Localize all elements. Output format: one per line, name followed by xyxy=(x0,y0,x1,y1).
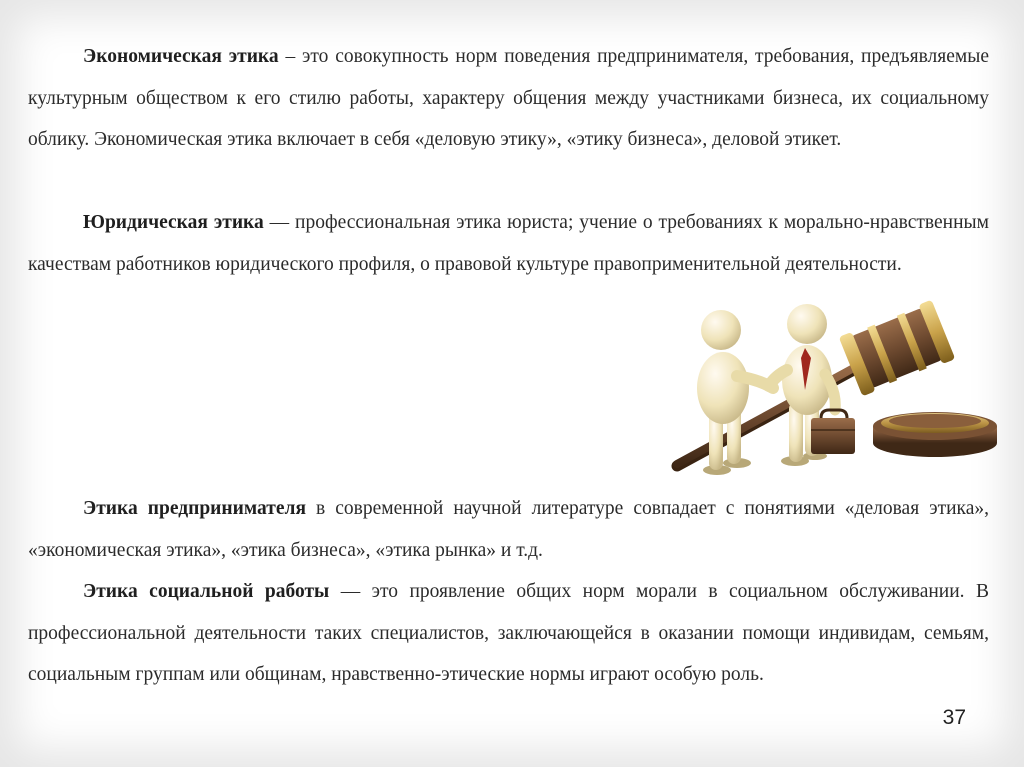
definition-economic-ethics: – это совокупность норм поведения предпринимателя, требования, предъявляемые культурным обществом к его стилю работы, характеру общения между участниками бизнеса, их социальному облику. Экономическая этика включает в себя «деловую этику», «этику бизнеса», деловой этикет. xyxy=(28,46,989,150)
handshake-gavel-illustration xyxy=(665,278,1000,478)
page-number: 37 xyxy=(942,706,966,729)
term-entrepreneur-ethics: Этика предпринимателя xyxy=(83,498,306,519)
paragraph-economic-ethics xyxy=(28,36,989,161)
term-social-work-ethics: Этика социальной работы xyxy=(83,581,330,602)
paragraph-entrepreneur-ethics xyxy=(28,488,989,571)
sound-block xyxy=(873,412,997,457)
definition-entrepreneur-ethics: в современной научной литературе совпадает с понятиями «деловая этика», «экономическая этика», «этика бизнеса», «этика рынка» и т.д. xyxy=(28,498,989,561)
term-economic-ethics: Экономическая этика xyxy=(83,46,279,67)
definition-legal-ethics: — профессиональная этика юриста; учение о требованиях к морально-нравственным качествам работников юридического профиля, о правовой культуре правоприменительной деятельности. xyxy=(28,212,989,275)
definition-social-work-ethics: — это проявление общих норм морали в социальном обслуживании. В профессиональной деятельности таких специалистов, заключающейся в оказании помощи индивидам, семьям, социальным группам или общинам, нравственно-этические нормы играют особую роль. xyxy=(28,581,990,685)
paragraph-legal-ethics xyxy=(28,202,989,285)
paragraph-social-work-ethics xyxy=(28,571,989,696)
term-legal-ethics: Юридическая этика xyxy=(83,212,264,233)
